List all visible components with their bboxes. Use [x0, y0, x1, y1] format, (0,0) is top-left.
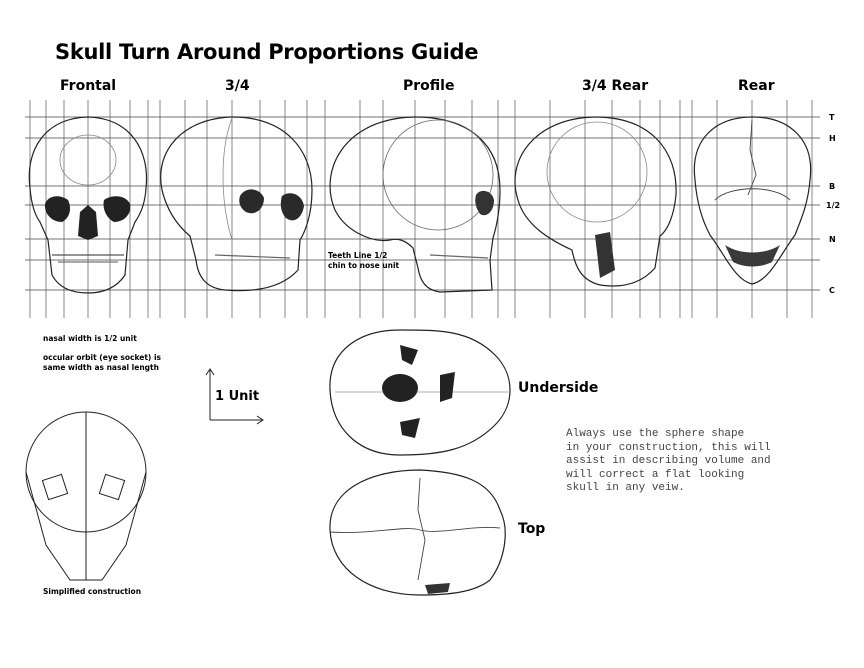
underside-label: Underside: [518, 380, 599, 396]
teeth-line-note-line-2: chin to nose unit: [328, 261, 400, 270]
skull-three-quarter-rear: [515, 117, 676, 286]
view-label-three-quarter: 3/4: [225, 78, 250, 94]
skull-top: [330, 470, 505, 595]
view-label-three-quarter-rear: 3/4 Rear: [582, 78, 649, 94]
skull-profile-dark: [475, 191, 494, 215]
top-label: Top: [518, 521, 546, 537]
orbit-note-line-1: occular orbit (eye socket) is: [43, 353, 162, 362]
orbit-note: [43, 353, 161, 373]
guide-label-n: N: [829, 235, 836, 244]
guide-label-c: C: [829, 286, 835, 295]
vertical-guide-lines: [30, 100, 812, 318]
guide-label-half: 1/2: [826, 201, 841, 210]
nasal-width-note: nasal width is 1/2 unit: [43, 334, 137, 343]
teeth-line-note-line-1: Teeth Line 1/2: [328, 251, 388, 260]
skull-frontal-dark: [45, 196, 130, 240]
page-title: Skull Turn Around Proportions Guide: [55, 40, 479, 64]
simplified-construction: [26, 412, 146, 580]
skull-rear-dark: [725, 245, 780, 267]
guide-label-b: B: [829, 182, 836, 191]
sphere-tip-text: Always use the sphere shape in your construction, this will assist in describing volume and will correct a flat looking skull in any veiw.: [566, 428, 771, 494]
view-label-frontal: Frontal: [60, 78, 117, 94]
guide-label-t: T: [829, 113, 835, 122]
guide-label-h: H: [829, 134, 836, 143]
simplified-construction-label: Simplified construction: [43, 587, 142, 596]
orbit-note-line-2: same width as nasal length: [43, 363, 159, 372]
skull-underside-dark: [382, 345, 455, 438]
unit-label: 1 Unit: [215, 389, 260, 404]
skull-top-dark: [425, 583, 450, 594]
view-label-profile: Profile: [403, 78, 455, 94]
skull-underside: [330, 330, 510, 455]
teeth-line-note: [328, 251, 399, 271]
view-label-rear: Rear: [738, 78, 775, 94]
